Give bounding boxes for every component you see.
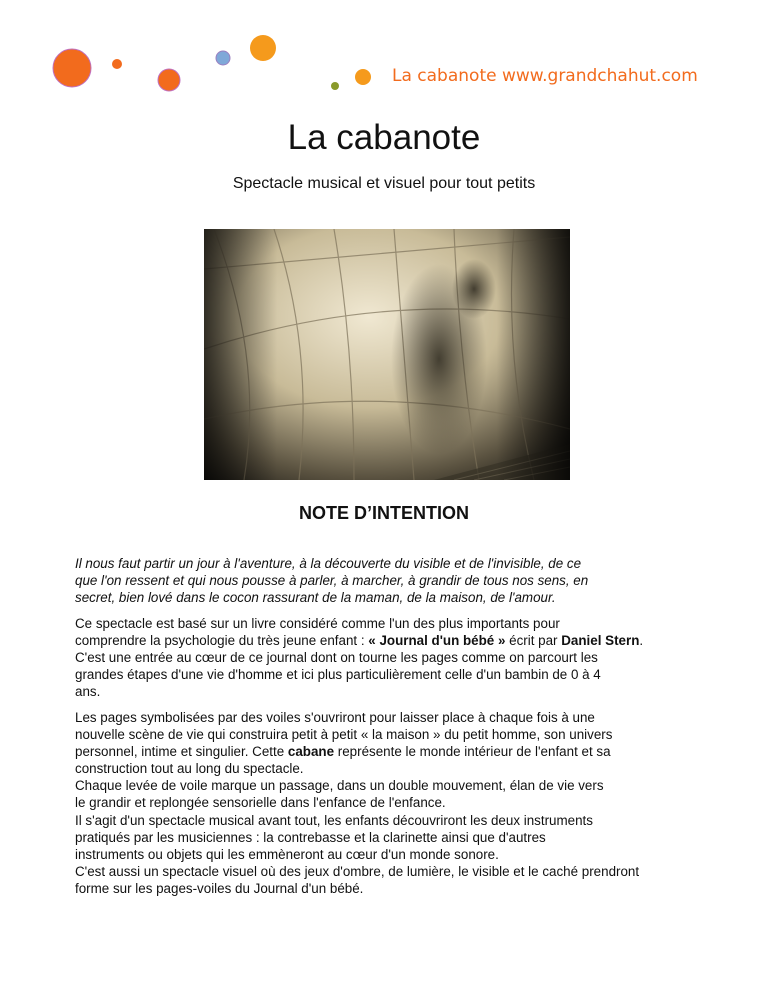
- text-line: [75, 743, 685, 760]
- intro-paragraph: [75, 555, 685, 606]
- dot-large-orange: [53, 49, 91, 87]
- text-line: pratiqués par les musiciennes : la contrebasse et la clarinette ainsi que d'autres: [75, 830, 546, 845]
- text-line: ans.: [75, 684, 101, 699]
- pages-paragraph: [75, 709, 685, 811]
- tent-fabric-shadow-photo: [204, 229, 570, 480]
- text-fragment: représente le monde intérieur de l'enfant et sa: [334, 744, 611, 759]
- header-brand-text: La cabanote www.grandchahut.com: [392, 66, 698, 86]
- text-line: que l'on ressent et qui nous pousse à parler, à marcher, à grandir de tous nos sens, en: [75, 573, 589, 588]
- text-fragment: personnel, intime et singulier. Cette: [75, 744, 288, 759]
- text-line: construction tout au long du spectacle.: [75, 761, 304, 776]
- page-subtitle: Spectacle musical et visuel pour tout petits: [232, 175, 536, 192]
- text-line: Ce spectacle est basé sur un livre considéré comme l'un des plus importants pour: [75, 616, 560, 631]
- dot-orange-top: [250, 35, 276, 61]
- text-line: C'est une entrée au cœur de ce journal dont on tourne les pages comme on parcourt les: [75, 650, 598, 665]
- text-line: Il s'agit d'un spectacle musical avant tout, les enfants découvriront les deux instruments: [75, 813, 593, 828]
- book-title: « Journal d'un bébé »: [368, 633, 506, 648]
- page-title: La cabanote: [287, 118, 481, 157]
- photo-illustration: [204, 229, 570, 480]
- music-paragraph: [75, 812, 685, 897]
- text-line: Il nous faut partir un jour à l'aventure, à la découverte du visible et de l'invisible, de ce: [75, 556, 582, 571]
- text-line: Chaque levée de voile marque un passage, dans un double mouvement, élan de vie vers: [75, 778, 604, 793]
- author-name: Daniel Stern: [561, 633, 640, 648]
- dot-small-orange: [112, 59, 122, 69]
- text-fragment: comprendre la psychologie du très jeune enfant :: [75, 633, 369, 648]
- text-line: grandes étapes d'une vie d'homme et ici plus particulièrement celle d'un bambin de 0 à 4: [75, 667, 601, 682]
- dot-orange-right: [355, 69, 371, 85]
- text-fragment: .: [639, 633, 644, 648]
- text-line: Les pages symbolisées par des voiles s'ouvriront pour laisser place à chaque fois à une: [75, 710, 595, 725]
- text-line: secret, bien lové dans le cocon rassurant de la maman, de la maison, de l'amour.: [75, 590, 556, 605]
- dot-medium-orange: [158, 69, 180, 91]
- text-line: forme sur les pages-voiles du Journal d'un bébé.: [75, 881, 364, 896]
- text-line: le grandir et replongée sensorielle dans l'enfance de l'enfance.: [75, 795, 446, 810]
- dot-blue: [216, 51, 230, 65]
- text-fragment: écrit par: [505, 633, 562, 648]
- dot-olive: [331, 82, 339, 90]
- text-line: [75, 632, 685, 649]
- decorative-dots: [0, 0, 768, 110]
- text-line: C'est aussi un spectacle visuel où des jeux d'ombre, de lumière, le visible et le caché prendront: [75, 864, 640, 879]
- text-line: nouvelle scène de vie qui construira petit à petit « la maison » du petit homme, son univers: [75, 727, 613, 742]
- text-line: instruments ou objets qui les emmèneront au cœur d'un monde sonore.: [75, 847, 499, 862]
- book-paragraph: [75, 615, 685, 700]
- section-title: NOTE D’INTENTION: [299, 503, 469, 523]
- cabane-word: cabane: [287, 744, 335, 759]
